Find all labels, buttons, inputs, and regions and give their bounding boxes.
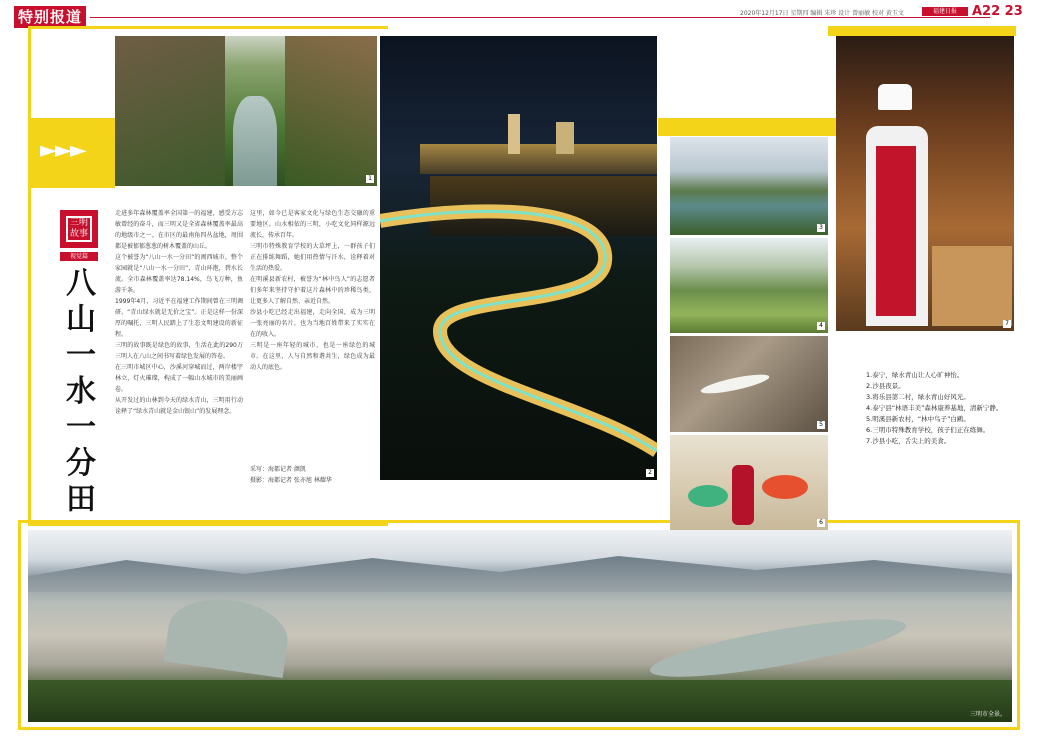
caption-item: 6.三明市特殊教育学校，孩子们正在练舞。 [866, 426, 990, 434]
curved-skybridge [380, 201, 657, 480]
caption-item: 2.沙县夜景。 [866, 382, 905, 390]
cliff-right [285, 36, 377, 186]
section-tag: 特别报道 [14, 6, 86, 28]
bird-shape [700, 371, 771, 397]
photo-chef [836, 36, 1014, 331]
photo-number: 3 [819, 224, 823, 231]
tower-2 [556, 122, 574, 154]
photo-city-panorama [28, 530, 1012, 722]
article-column-1: 走进多年森林覆盖率全国第一的福建，感受方志敏曾经的奋斗，而三明又是全省森林覆盖率最高的地级市之一。在市区的最南角四丛盆地，周围都是被郁郁葱葱的树木覆盖的山丘。 这个被誉为“八山一水一分田”的闽西城市，整个家园就是“八山一水一分田”，青山环抱，碧水长流。全市森林覆盖率达78.14%，鸟飞万种，鱼游千条。 1999年4月，习近平在福建工作期间曾在三明调研。“青山绿水就是无价之宝”。正是这样一份深厚的嘱托，三明人民踏上了生态文明建设的新征程。 三明的故事既是绿色的故事，生活在此的290万三明人在八山之间书写着绿色发展的答卷。 在三明市城区中心，沙溪河穿城而过，两岸楼宇林立，灯火璀璨，构成了一幅山水城市的美丽画卷。 从开发过的山林到今天的绿水青山，三明用行动诠释了“绿水青山就是金山银山”的发展理念。 [115, 210, 243, 415]
yellow-band-top [828, 26, 1016, 36]
chevron-arrows-icon: ►►► [40, 138, 85, 163]
tower-1 [508, 114, 520, 154]
photo-valley-river [115, 36, 377, 186]
photo-number: 2 [648, 469, 652, 476]
article-title: 八山一水一分田 [66, 266, 96, 517]
yellow-band-right [658, 118, 836, 136]
photo-number: 1 [368, 175, 372, 182]
header-rule [90, 17, 990, 18]
river-left [164, 592, 293, 678]
photo-white-bird [670, 336, 828, 432]
fan-red [762, 475, 808, 499]
mountains [28, 552, 1012, 592]
photo-village [670, 238, 828, 333]
photo-captions [866, 370, 1016, 447]
photo-number: 7 [1005, 320, 1009, 327]
header-meta: 2020年12月17日 星期四 编辑 朱珍 设计 曾丽敏 校对 黄玉文 [740, 10, 904, 17]
article-credits: 采写：海都记者 颜凯 摄影：海都记者 张亦旭 林耀华 [250, 466, 332, 484]
river [233, 96, 277, 186]
foreground-trees [28, 680, 1012, 722]
caption-item: 1.泰宁，绿水青山让人心旷神怡。 [866, 371, 964, 379]
newspaper-brand: 福建日报 [922, 7, 968, 16]
photo-number: 6 [819, 519, 823, 526]
photo-night-bridge [380, 36, 657, 480]
photo-river-landscape [670, 137, 828, 235]
food-counter [932, 246, 1012, 326]
photo-dancers [670, 435, 828, 530]
caption-item: 3.将乐县第二村，绿水青山好风光。 [866, 393, 970, 401]
dancer-center [732, 465, 754, 525]
column-logo-text: 三明 故事 [66, 216, 92, 242]
fan-green [688, 485, 728, 507]
caption-item: 4.泰宁县“林语丰美”森林康养基地，清新宁静。 [866, 404, 1003, 412]
river-right [647, 608, 909, 689]
page-number: A22 23 [972, 4, 1023, 19]
chef-hat [878, 84, 912, 110]
article-column-2: 这里，如今已是客家文化与绿色生态交融的重要地区。山水相依的三明，小吃文化同样源远流长，传承百年。 三明市特殊教育学校的大草坪上，一群孩子们正在排练舞蹈，她们用热情与汗水，诠释着对生活的热爱。 在明溪县新农村，被誉为“林中鸟人”的志愿者们多年来坚持守护着这片森林中的珍稀鸟类，让更多人了解自然、亲近自然。 沙县小吃已经走出福建，走向全国，成为三明一张亮丽的名片，也为当地百姓带来了实实在在的收入。 三明是一座年轻的城市，也是一座绿色的城市。在这里，人与自然和谐共生，绿色成为最动人的底色。 [250, 210, 375, 371]
cliff-left [115, 36, 225, 186]
column-subtag: 视觉篇 [60, 252, 98, 261]
photo-number: 5 [819, 421, 823, 428]
panorama-caption: 三明市全景。 [969, 711, 1006, 718]
caption-item: 5.明溪县新农村，“林中鸟子”白鹇。 [866, 415, 970, 423]
chef-apron [876, 146, 916, 316]
caption-item: 7.沙县小吃，舌尖上的美食。 [866, 437, 951, 445]
photo-number: 4 [819, 322, 823, 329]
city-lights [420, 144, 657, 174]
